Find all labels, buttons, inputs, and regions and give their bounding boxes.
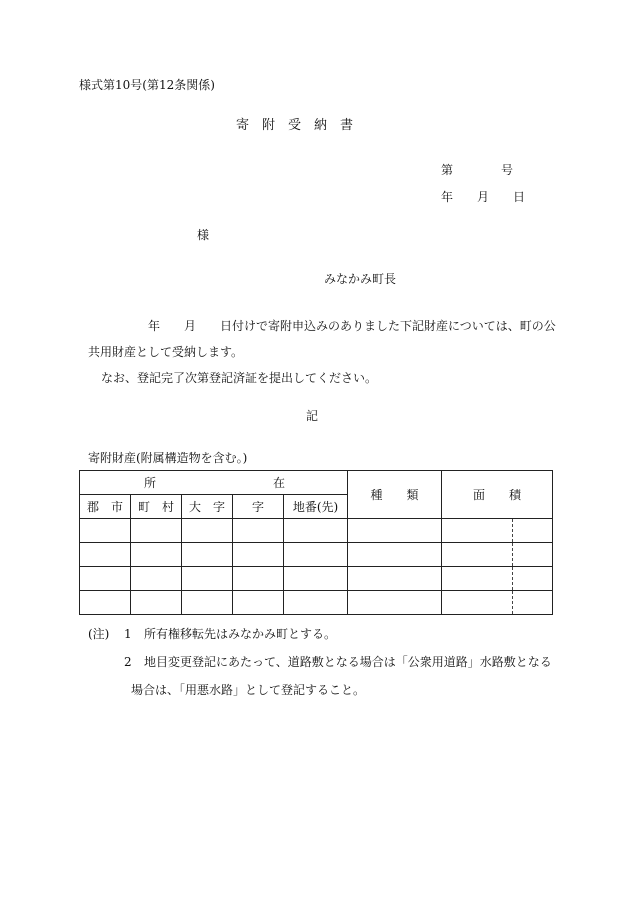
body-line-3: なお、登記完了次第登記済証を提出してください。 — [101, 371, 378, 385]
table-cell — [284, 519, 348, 543]
table-cell — [233, 519, 284, 543]
col-cho-son: 町 村 — [131, 495, 182, 519]
table-cell — [284, 591, 348, 615]
table-caption: 寄附財産(附属構造物を含む。) — [88, 451, 248, 465]
table-cell — [348, 591, 442, 615]
body-line-1: 年 月 日付けで寄附申込みのありました下記財産については、町の公 — [148, 319, 556, 333]
table-cell — [80, 567, 131, 591]
table-cell — [131, 591, 182, 615]
note-1-text: 所有権移転先はみなかみ町とする。 — [144, 627, 337, 641]
body-line-2: 共用財産として受納します。 — [88, 345, 244, 359]
note-1-number: 1 — [124, 627, 132, 641]
table-cell — [233, 567, 284, 591]
table-cell — [233, 591, 284, 615]
table-cell — [80, 543, 131, 567]
table-cell — [80, 519, 131, 543]
area-divider — [512, 543, 513, 566]
table-row — [80, 543, 553, 567]
table-cell — [182, 519, 233, 543]
donation-property-table — [79, 470, 553, 615]
col-gun-shi: 郡 市 — [80, 495, 131, 519]
location-header — [80, 471, 348, 495]
notes-label: (注) — [88, 627, 110, 641]
form-number: 様式第10号(第12条関係) — [79, 78, 215, 92]
area-cell — [442, 543, 553, 567]
note-2-text-line-1: 地目変更登記にあたって、道路敷となる場合は「公衆用道路」水路敷となる — [144, 655, 552, 669]
table-row — [80, 519, 553, 543]
table-cell — [284, 567, 348, 591]
table-row — [80, 567, 553, 591]
table-cell — [233, 543, 284, 567]
area-divider — [512, 591, 513, 614]
document-number: 第 号 — [441, 163, 514, 177]
table-cell — [348, 567, 442, 591]
table-cell — [182, 543, 233, 567]
area-cell — [442, 591, 553, 615]
issuer-name: みなかみ町長 — [324, 272, 397, 286]
addressee-honorific: 様 — [197, 228, 210, 242]
table-cell — [284, 543, 348, 567]
area-divider — [512, 519, 513, 542]
document-date: 年 月 日 — [441, 190, 526, 204]
table-cell — [182, 591, 233, 615]
note-2-text-line-2: 場合は、「用悪水路」として登記すること。 — [131, 683, 366, 697]
location-header-left: 所 — [144, 475, 157, 490]
area-divider — [512, 567, 513, 590]
ki-heading: 記 — [306, 409, 319, 423]
table-header-row-1 — [80, 471, 553, 495]
table-row — [80, 591, 553, 615]
col-chiban: 地番(先) — [284, 495, 348, 519]
col-aza: 字 — [233, 495, 284, 519]
table-cell — [131, 519, 182, 543]
table-cell — [182, 567, 233, 591]
table-cell — [131, 567, 182, 591]
table-cell — [348, 543, 442, 567]
area-cell — [442, 519, 553, 543]
table-cell — [80, 591, 131, 615]
table-cell — [348, 519, 442, 543]
table-cell — [131, 543, 182, 567]
type-header: 種 類 — [348, 471, 442, 519]
col-oaza: 大 字 — [182, 495, 233, 519]
document-title: 寄 附 受 納 書 — [236, 118, 354, 133]
area-cell — [442, 567, 553, 591]
location-header-right: 在 — [273, 475, 286, 490]
note-2-number: 2 — [124, 655, 132, 669]
area-header: 面 積 — [442, 471, 553, 519]
